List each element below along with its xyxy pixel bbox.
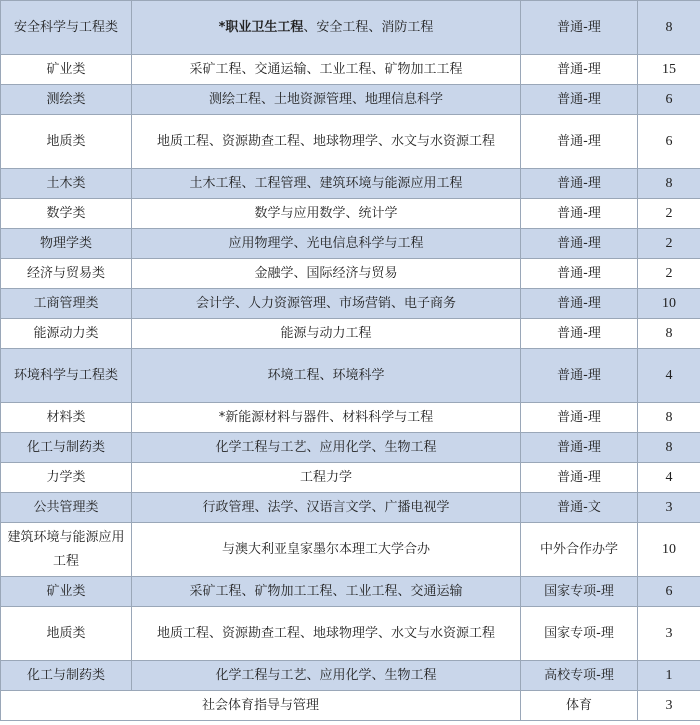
majors-cell: 化学工程与工艺、应用化学、生物工程 <box>132 433 521 463</box>
majors-cell: 能源与动力工程 <box>132 319 521 349</box>
count-cell: 8 <box>638 433 700 463</box>
category-cell: 材料类 <box>1 403 132 433</box>
majors-cell: 地质工程、资源勘查工程、地球物理学、水文与水资源工程 <box>132 607 521 661</box>
merged-major-cell: 社会体育指导与管理 <box>1 691 521 721</box>
category-cell: 建筑环境与能源应用工程 <box>1 523 132 577</box>
category-cell: 矿业类 <box>1 55 132 85</box>
table-row <box>1 1 700 55</box>
table-row <box>1 259 700 289</box>
table-row <box>1 229 700 259</box>
majors-cell: 采矿工程、矿物加工工程、工业工程、交通运输 <box>132 577 521 607</box>
type-cell: 高校专项-理 <box>521 661 638 691</box>
majors-cell: 测绘工程、土地资源管理、地理信息科学 <box>132 85 521 115</box>
type-cell: 普通-理 <box>521 169 638 199</box>
table-row <box>1 463 700 493</box>
table-row <box>1 85 700 115</box>
count-cell: 8 <box>638 319 700 349</box>
count-cell: 6 <box>638 85 700 115</box>
type-cell: 国家专项-理 <box>521 607 638 661</box>
category-cell: 化工与制药类 <box>1 433 132 463</box>
table-row <box>1 433 700 463</box>
category-cell: 土木类 <box>1 169 132 199</box>
type-cell: 普通-理 <box>521 199 638 229</box>
majors-cell: 环境工程、环境科学 <box>132 349 521 403</box>
table-row <box>1 661 700 691</box>
table-row <box>1 607 700 661</box>
category-cell: 测绘类 <box>1 85 132 115</box>
count-cell: 10 <box>638 289 700 319</box>
count-cell: 10 <box>638 523 700 577</box>
category-cell: 物理学类 <box>1 229 132 259</box>
type-cell: 中外合作办学 <box>521 523 638 577</box>
type-cell: 普通-理 <box>521 55 638 85</box>
type-cell: 普通-理 <box>521 229 638 259</box>
table-row <box>1 115 700 169</box>
count-cell: 1 <box>638 661 700 691</box>
table-row <box>1 199 700 229</box>
type-cell: 普通-理 <box>521 115 638 169</box>
count-cell: 4 <box>638 349 700 403</box>
category-cell: 经济与贸易类 <box>1 259 132 289</box>
category-cell: 工商管理类 <box>1 289 132 319</box>
table-row <box>1 403 700 433</box>
type-cell: 普通-理 <box>521 319 638 349</box>
majors-cell: 与澳大利亚皇家墨尔本理工大学合办 <box>132 523 521 577</box>
majors-cell: 工程力学 <box>132 463 521 493</box>
count-cell: 15 <box>638 55 700 85</box>
count-cell: 2 <box>638 199 700 229</box>
count-cell: 4 <box>638 463 700 493</box>
majors-highlight: *职业卫生工程 <box>218 19 304 35</box>
category-cell: 公共管理类 <box>1 493 132 523</box>
count-cell: 3 <box>638 691 700 721</box>
type-cell: 普通-理 <box>521 403 638 433</box>
table-row <box>1 577 700 607</box>
table-row <box>1 493 700 523</box>
table-row <box>1 319 700 349</box>
category-cell: 力学类 <box>1 463 132 493</box>
category-cell: 环境科学与工程类 <box>1 349 132 403</box>
type-cell: 体育 <box>521 691 638 721</box>
majors-cell: 地质工程、资源勘查工程、地球物理学、水文与水资源工程 <box>132 115 521 169</box>
type-cell: 普通-理 <box>521 259 638 289</box>
category-cell: 地质类 <box>1 115 132 169</box>
category-cell: 能源动力类 <box>1 319 132 349</box>
majors-cell <box>132 1 521 55</box>
category-cell: 矿业类 <box>1 577 132 607</box>
type-cell: 国家专项-理 <box>521 577 638 607</box>
count-cell: 8 <box>638 403 700 433</box>
table-row <box>1 289 700 319</box>
majors-cell: 应用物理学、光电信息科学与工程 <box>132 229 521 259</box>
majors-cell: 会计学、人力资源管理、市场营销、电子商务 <box>132 289 521 319</box>
type-cell: 普通-文 <box>521 493 638 523</box>
majors-cell: 采矿工程、交通运输、工业工程、矿物加工工程 <box>132 55 521 85</box>
count-cell: 6 <box>638 577 700 607</box>
category-cell: 地质类 <box>1 607 132 661</box>
table-row <box>1 349 700 403</box>
table-row <box>1 691 700 721</box>
table-row <box>1 55 700 85</box>
category-cell: 数学类 <box>1 199 132 229</box>
category-cell: 化工与制药类 <box>1 661 132 691</box>
table-row <box>1 169 700 199</box>
type-cell: 普通-理 <box>521 85 638 115</box>
count-cell: 3 <box>638 607 700 661</box>
count-cell: 6 <box>638 115 700 169</box>
majors-cell: 数学与应用数学、统计学 <box>132 199 521 229</box>
count-cell: 2 <box>638 259 700 289</box>
count-cell: 2 <box>638 229 700 259</box>
majors-cell: 化学工程与工艺、应用化学、生物工程 <box>132 661 521 691</box>
table-row <box>1 523 700 577</box>
majors-cell: 金融学、国际经济与贸易 <box>132 259 521 289</box>
majors-cell: *新能源材料与器件、材料科学与工程 <box>132 403 521 433</box>
count-cell: 8 <box>638 1 700 55</box>
majors-text: 、安全工程、消防工程 <box>303 19 434 35</box>
type-cell: 普通-理 <box>521 289 638 319</box>
type-cell: 普通-理 <box>521 349 638 403</box>
type-cell: 普通-理 <box>521 433 638 463</box>
majors-cell: 行政管理、法学、汉语言文学、广播电视学 <box>132 493 521 523</box>
count-cell: 8 <box>638 169 700 199</box>
type-cell: 普通-理 <box>521 463 638 493</box>
majors-cell: 土木工程、工程管理、建筑环境与能源应用工程 <box>132 169 521 199</box>
count-cell: 3 <box>638 493 700 523</box>
type-cell: 普通-理 <box>521 1 638 55</box>
category-cell: 安全科学与工程类 <box>1 1 132 55</box>
